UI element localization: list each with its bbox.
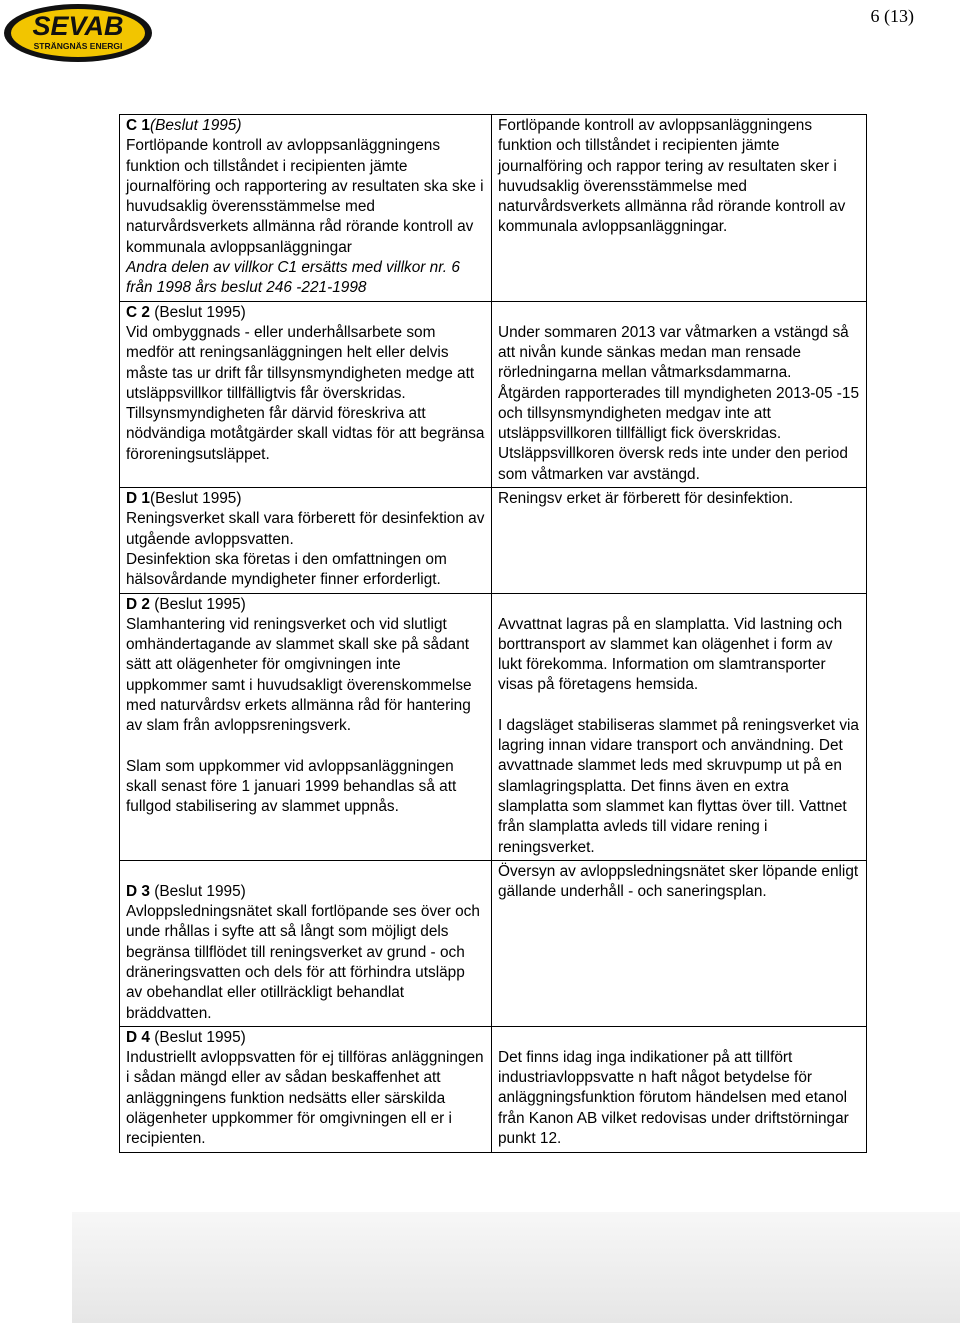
condition-text: Slam som uppkommer vid avloppsanläggningen skall senast före 1 januari 1999 behandlas så att fullgod stabilisering av slammet uppnås. (126, 757, 457, 816)
condition-cell (120, 115, 492, 302)
condition-note: Andra delen av villkor C1 ersätts med villkor nr. 6 från 1998 års beslut 246 -221-1998 (126, 259, 460, 297)
condition-text: Slamhantering vid reningsverket och vid slutligt omhändertagande av slammet skall ske på sådant sätt att olägenheter för omgivningen inte uppkommer samt i huvudsakligt överenskommelse med naturvårdsv erkets allmänna råd för hantering av slam från avloppsreningsverk. (126, 615, 472, 735)
condition-cell (120, 488, 492, 593)
condition-text: Avloppsledningsnätet skall fortlöpande ses över och unde rhållas i syfte att så långt som möjligt dels begränsa tillflödet till reningsverket av grund - och dräneringsvatten och dels för att förhindra utsläpp av obehandlat eller otillräckligt behandlat bräddvatten. (126, 903, 480, 1022)
condition-heading (126, 595, 485, 615)
status-cell (492, 1026, 867, 1152)
table-row (120, 301, 867, 487)
status-cell (492, 301, 867, 487)
status-text: Fortlöpande kontroll av avloppsanläggningens funktion och tillståndet i recipienten jämte journalföring och rappor tering av resultaten sker i huvudsaklig överensstämmelse med naturvårdsverkets allmänna råd rörande kontroll av kommunala avloppsanläggningar. (498, 117, 846, 236)
condition-code: D 4 (126, 1028, 150, 1046)
condition-cell (120, 301, 492, 487)
status-cell (492, 115, 867, 302)
table-row (120, 593, 867, 860)
condition-heading (126, 489, 485, 509)
footer-shade (72, 1212, 960, 1323)
condition-decision: (Beslut 1995) (154, 303, 246, 321)
condition-text: Tillsynsmyndigheten får därvid föreskriva att nödvändiga motåtgärder skall vidtas för att begränsa föroreningsutsläppet. (126, 405, 485, 463)
condition-text: Vid ombyggnads - eller underhållsarbete som medför att reningsanläggningen helt eller delvis måste tas ur drift får tillsynsmyndigheten medge att utsläppsvillkor tillfälligtvis får överskridas. (126, 323, 475, 402)
logo-name: SEVAB (32, 11, 124, 41)
status-cell (492, 593, 867, 860)
status-text: Översyn av avloppsledningsnätet sker löpande enligt gällande underhåll - och saneringsplan. (498, 862, 859, 901)
status-text: Det finns idag inga indikationer på att tillfört industriavloppsvatte n haft något betydelse för anläggningsfunktion förutom händelsen med etanol från Kanon AB vilket redovisas under driftstörningar punkt 12. (498, 1048, 849, 1148)
condition-decision: (Beslut 1995) (154, 595, 246, 613)
status-cell (492, 860, 867, 1026)
condition-decision: (Beslut 1995) (154, 882, 246, 900)
condition-code: C 2 (126, 303, 150, 321)
status-text: Reningsv erket är förberett för desinfektion. (498, 490, 794, 508)
table-row (120, 488, 867, 593)
condition-heading (126, 1028, 485, 1048)
condition-text: Industriellt avloppsvatten för ej tillföras anläggningen i sådan mängd eller av sådan beskaffenhet att anläggningens funktion nedsätts eller särskilda olägenheter uppkommer för omgivningen ell er i recipienten. (126, 1049, 484, 1148)
condition-cell (120, 860, 492, 1026)
condition-code: D 1 (126, 490, 150, 508)
conditions-table (119, 114, 867, 1153)
condition-decision: (Beslut 1995) (149, 490, 242, 508)
condition-heading (126, 116, 485, 136)
table-row (120, 860, 867, 1026)
sevab-logo (2, 2, 154, 64)
condition-cell (120, 1026, 492, 1152)
status-text: Avvattnat lagras på en slamplatta. Vid lastning och borttransport av slammet kan olägenhet i form av lukt förekomma. Information om slamtransporter visas på företagens hemsida. (498, 615, 843, 694)
condition-cell (120, 593, 492, 860)
condition-text: Fortlöpande kontroll av avloppsanläggningens funktion och tillståndet i recipienten jämte journalföring och rapportering av resultaten ska ske i huvudsaklig överensstämmelse med naturvårdsverkets allmänna råd rörande kontroll av kommunala avloppsanläggningar (126, 137, 484, 256)
condition-heading (126, 882, 485, 902)
status-text: Utsläppsvillkoren översk reds inte under den period som våtmarken var avstängd. (498, 445, 848, 483)
condition-text: Reningsverket skall vara förberett för desinfektion av utgående avloppsvatten. (126, 510, 485, 548)
status-text: I dagsläget stabiliseras slammet på reningsverket via lagring innan vidare transport och användning. Det avvattnade slammet leds med skruvpump ut på en slamlagringsplatta. Det finns även en extra slamplatta som slammet kan flyttas över till. Vattnet från slamplatta avleds till vidare rening i reningsverket. (498, 716, 859, 856)
table-row (120, 1026, 867, 1152)
condition-code: C 1 (126, 117, 150, 134)
condition-code: D 3 (126, 882, 150, 900)
condition-decision: (Beslut 1995) (149, 117, 242, 134)
condition-heading (126, 303, 485, 323)
condition-code: D 2 (126, 595, 150, 613)
table-row (120, 115, 867, 302)
status-text: Åtgärden rapporterades till myndigheten 2013-05 -15 och tillsynsmyndigheten medgav inte att utsläppsvillkoren tillfälligt fick överskridas. (498, 384, 860, 443)
logo-sub: STRÄNGNÄS ENERGI (33, 41, 123, 51)
condition-text: Desinfektion ska företas i den omfattningen om hälsovårdande myndigheter finner erforderligt. (126, 550, 447, 589)
page-number: 6 (13) (870, 6, 914, 26)
condition-decision: (Beslut 1995) (154, 1028, 246, 1046)
status-cell (492, 488, 867, 593)
status-text: Under sommaren 2013 var våtmarken a vstängd så att nivån kunde sänkas medan man rensade rörledningarna mellan våtmarksdammarna. (498, 323, 849, 382)
